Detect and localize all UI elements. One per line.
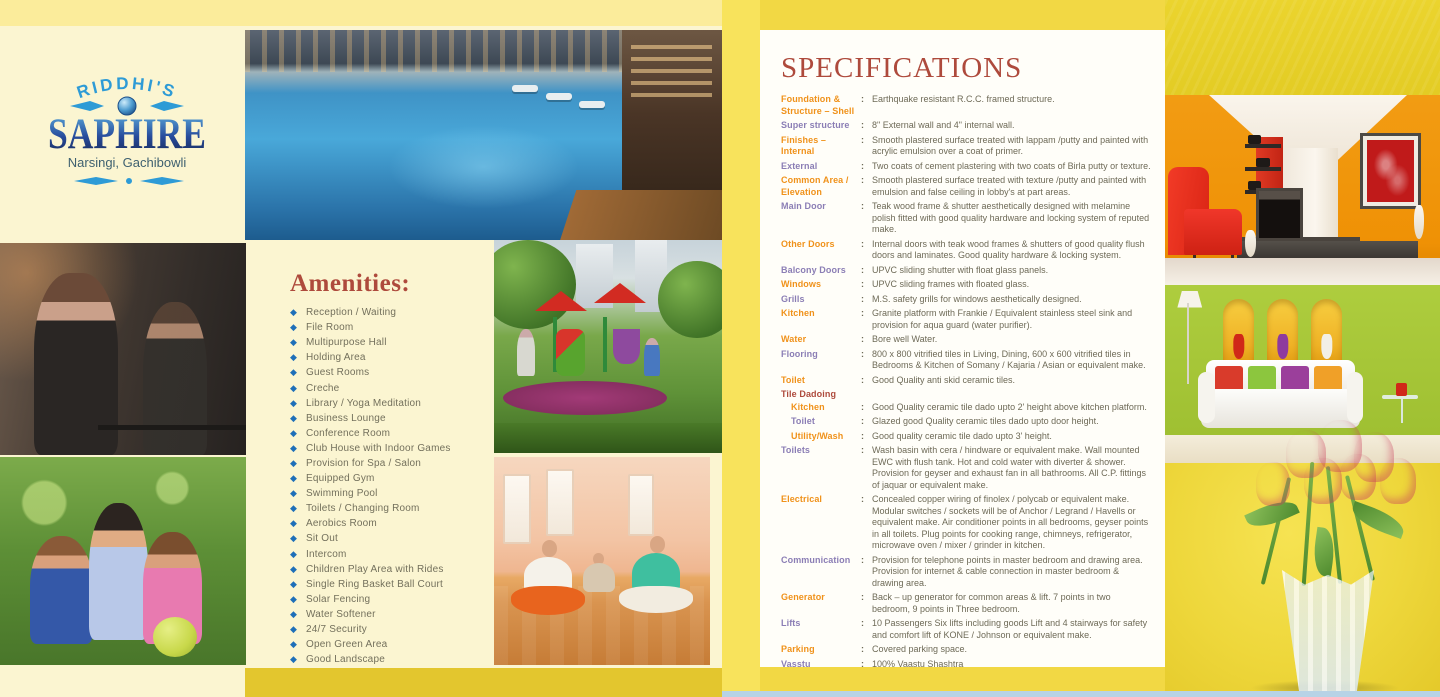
candle-niche — [1311, 299, 1343, 365]
fireplace-firebox — [1256, 188, 1303, 241]
spec-colon: : — [861, 264, 864, 275]
spec-text: 8" External wall and 4" internal wall. — [872, 120, 1015, 130]
amenity-label: Solar Fencing — [306, 593, 371, 605]
bottom-dot-ornament-icon — [126, 178, 132, 184]
diamond-bullet-icon: ◆ — [290, 397, 297, 408]
spec-text: Earthquake resistant R.C.C. framed structure. — [872, 94, 1055, 104]
amenity-label: Aerobics Room — [306, 518, 377, 530]
brand-name-text: SAPHIRE — [48, 111, 206, 158]
yogi-background-figure — [583, 563, 615, 592]
tulip-bouquet — [1222, 418, 1432, 697]
amenity-label: File Room — [306, 322, 354, 334]
amenity-label: Provision for Spa / Salon — [306, 457, 422, 469]
spec-text: Provision for telephone points in master bedroom and drawing area. Provision for internet & cable connection in master bedroom & drawing area. — [872, 554, 1143, 588]
spec-colon: : — [861, 618, 864, 628]
amenities-section — [290, 270, 505, 667]
amenity-label: Swimming Pool — [306, 488, 378, 500]
right-page — [722, 0, 1440, 697]
spec-text: Two coats of cement plastering with two coats of Birla putty or texture. — [872, 160, 1151, 171]
amenity-item — [290, 335, 505, 350]
child-figure — [89, 503, 148, 640]
spec-row — [781, 494, 1151, 552]
spec-colon: : — [861, 279, 864, 289]
diamond-bullet-icon: ◆ — [290, 382, 297, 393]
play-structure-roof — [535, 291, 587, 311]
spec-label: Utility/Wash — [791, 430, 844, 441]
amenity-label: Library / Yoga Meditation — [306, 397, 422, 409]
glass-vase — [1280, 570, 1376, 692]
amenity-item — [290, 396, 505, 411]
bottom-right-ornament-icon — [140, 177, 184, 185]
spec-text: 800 x 800 vitrified tiles in Living, Dining, 600 x 600 vitrified tiles in Bedrooms & Kitchen of Somany / Kajaria / Asian or equivalent make. — [872, 348, 1146, 370]
bottom-left-ornament-icon — [74, 177, 118, 185]
yoga-room-photo — [494, 457, 710, 665]
diamond-bullet-icon: ◆ — [290, 473, 297, 484]
play-structure-post — [603, 317, 607, 372]
right-diamond-ornament-icon — [150, 101, 184, 111]
orange-living-room — [1165, 95, 1440, 285]
amenity-item — [290, 441, 505, 456]
spec-colon — [861, 389, 872, 401]
diamond-bullet-icon: ◆ — [290, 608, 297, 619]
treadmill-rail — [98, 425, 246, 430]
amenity-item — [290, 350, 505, 365]
spec-colon: : — [861, 348, 864, 359]
spec-colon: : — [861, 201, 864, 211]
spec-row — [781, 416, 1151, 428]
amenity-label: Water Softener — [306, 608, 376, 620]
brand-tagline-text: Narsingi, Gachibowli — [67, 155, 187, 170]
wall-shelf — [1245, 167, 1281, 171]
spec-text: Concealed copper wiring of finolex / polycab or equivalent make. Modular switches / sockets will be of Anchor / Legrand / Havells or equivalent make. Air conditioner points in all bedrooms, geyser points in all toilets. Plug points for cooking range, chimneys, refrigerator, microwave oven / mixer / grinder in kitchen. — [872, 494, 1149, 550]
amenity-label: Good Landscape — [306, 654, 385, 666]
spec-colon: : — [861, 94, 864, 104]
diamond-bullet-icon: ◆ — [290, 442, 297, 453]
spec-text: Internal doors with teak wood frames & shutters of good quality flush doors and laminates. Good quality hardware & locking system. — [872, 238, 1145, 260]
spec-row — [781, 94, 1151, 117]
spec-label: Toilet — [781, 374, 805, 385]
spec-label: Vasstu — [781, 658, 811, 669]
specifications-panel — [760, 30, 1165, 667]
spec-label: Other Doors — [781, 238, 835, 249]
diamond-bullet-icon: ◆ — [290, 578, 297, 589]
spec-colon: : — [861, 658, 864, 669]
spec-row — [781, 389, 1151, 401]
fireplace-hearth — [1237, 241, 1419, 258]
brand-logo — [32, 75, 222, 200]
playground-photo — [494, 240, 722, 453]
amenity-label: Creche — [306, 382, 340, 394]
spec-row — [781, 308, 1151, 331]
spec-colon: : — [861, 430, 864, 441]
spec-row — [781, 294, 1151, 306]
pool-lounger — [579, 101, 605, 108]
amenity-label: Reception / Waiting — [306, 307, 397, 319]
spec-colon: : — [861, 120, 864, 130]
red-art-frame — [1360, 133, 1421, 209]
tulip-flower — [1340, 454, 1376, 500]
spec-text: Wash basin with cera / hindware or equivalent make. Wall mounted EWC with flush tank. Hot and cold water with diverter & shower. Provision for geyser and exhaust fan in all bathrooms. All C.P. fittings of jaquar or equivalent make. — [872, 445, 1146, 490]
spec-colon: : — [861, 238, 864, 249]
spec-label: Generator — [781, 592, 825, 602]
spec-text: Bore well Water. — [872, 334, 938, 344]
art-canvas — [1367, 140, 1414, 202]
spec-row — [781, 120, 1151, 132]
diamond-bullet-icon: ◆ — [290, 593, 297, 604]
spec-row — [781, 161, 1151, 173]
diamond-bullet-icon: ◆ — [290, 533, 297, 544]
playground-tree — [658, 261, 722, 338]
spec-text: 100% Vaastu Shashtra — [872, 658, 964, 669]
amenity-item — [290, 562, 505, 577]
amenity-label: 24/7 Security — [306, 624, 367, 636]
spec-colon: : — [861, 592, 864, 602]
amenity-item — [290, 607, 505, 622]
spec-colon: : — [861, 554, 864, 565]
amenity-item — [290, 486, 505, 501]
amenity-label: Sit Out — [306, 533, 338, 545]
pool-lounger — [512, 85, 538, 92]
amenity-item — [290, 547, 505, 562]
amenity-label: Open Green Area — [306, 639, 388, 651]
green-wall — [1165, 285, 1440, 435]
red-armchair-seat — [1184, 209, 1242, 255]
play-structure-roof — [594, 283, 646, 303]
spec-text: UPVC sliding frames with floated glass. — [872, 279, 1030, 289]
spec-text: Good quality ceramic tile dado upto 3' height. — [872, 430, 1052, 441]
amenity-item — [290, 592, 505, 607]
yogi-head — [542, 540, 557, 557]
spec-label: Super structure — [781, 120, 850, 130]
playground-person — [517, 329, 535, 376]
spec-row — [781, 135, 1151, 158]
spec-row — [781, 659, 1151, 671]
child-figure — [30, 536, 94, 644]
diamond-bullet-icon: ◆ — [290, 367, 297, 378]
white-vase — [1245, 230, 1256, 257]
amenities-list — [290, 305, 505, 667]
children-playing-photo — [0, 457, 246, 665]
spec-label: Common Area / Elevation — [781, 175, 849, 197]
spec-row — [781, 201, 1151, 236]
white-vase — [1414, 205, 1424, 239]
amenity-label: Guest Rooms — [306, 367, 370, 379]
amenity-label: Club House with Indoor Games — [306, 442, 451, 454]
diamond-bullet-icon: ◆ — [290, 322, 297, 333]
specifications-title: SPECIFICATIONS — [781, 52, 1023, 84]
brand-top-text: RIDDHI'S — [74, 75, 180, 103]
spec-row — [781, 349, 1151, 372]
brand-logo-svg — [32, 75, 222, 200]
diamond-bullet-icon: ◆ — [290, 307, 297, 318]
spec-text: Good Quality ceramic tile dado upto 2' height above kitchen platform. — [872, 401, 1147, 412]
spec-label: Communication — [781, 554, 851, 565]
diamond-bullet-icon: ◆ — [290, 488, 297, 499]
spec-row — [781, 334, 1151, 346]
yoga-window — [503, 474, 531, 545]
purple-slide — [613, 329, 640, 363]
spec-colon: : — [861, 308, 864, 318]
yogi-orange-pants — [511, 586, 584, 615]
specifications-list — [781, 94, 1151, 670]
spec-label: Parking — [781, 644, 815, 654]
amenity-label: Holding Area — [306, 352, 366, 364]
diamond-bullet-icon: ◆ — [290, 457, 297, 468]
spec-label: Windows — [781, 279, 822, 289]
spec-label: Balcony Doors — [781, 264, 846, 275]
diamond-bullet-icon: ◆ — [290, 427, 297, 438]
spec-label: Flooring — [781, 348, 818, 359]
spec-text: UPVC sliding shutter with float glass panels. — [872, 264, 1049, 275]
tulip-flower — [1256, 462, 1290, 506]
spec-row — [781, 618, 1151, 641]
spec-label: External — [781, 160, 818, 171]
playground-soft-ground — [503, 381, 667, 415]
spec-text: Back – up generator for common areas & lift. 7 points in two bedroom, 9 points in Three bedroom. — [872, 592, 1111, 614]
spec-label: Water — [781, 334, 807, 344]
spec-label: Toilets — [781, 445, 811, 455]
candle-niche — [1267, 299, 1299, 365]
spec-label: Main Door — [781, 201, 826, 211]
top-band — [0, 0, 722, 26]
diamond-bullet-icon: ◆ — [290, 639, 297, 650]
spec-text: Covered parking space. — [872, 644, 968, 654]
diamond-bullet-icon: ◆ — [290, 548, 297, 559]
spec-text: Teak wood frame & shutter aesthetically designed with melamine polish fitted with good quality hardware and locking system of reputed make. — [872, 201, 1150, 234]
spec-colon: : — [861, 293, 864, 304]
spec-label: Grills — [781, 293, 805, 304]
spec-row — [781, 644, 1151, 656]
spec-text: Granite platform with Frankie / Equivalent stainless steel sink and provision for aqua guard (water purifier). — [872, 308, 1133, 330]
diamond-bullet-icon: ◆ — [290, 337, 297, 348]
spec-colon: : — [861, 374, 864, 385]
niche-vase-red — [1233, 334, 1244, 359]
amenity-label: Multipurpose Hall — [306, 337, 387, 349]
spec-row — [781, 265, 1151, 277]
amenity-label: Equipped Gym — [306, 473, 375, 485]
spec-text: M.S. safety grills for windows aesthetically designed. — [872, 293, 1082, 304]
amenity-label: Single Ring Basket Ball Court — [306, 578, 443, 590]
niche-vase-white — [1321, 334, 1332, 359]
spec-text — [872, 389, 1151, 401]
spec-text: 10 Passengers Six lifts including goods Lift and 4 stairways for safety and comfort lift of KONE / Johnson or equivalent make. — [872, 618, 1148, 640]
page-bottom-edge — [722, 691, 1440, 697]
amenity-item — [290, 577, 505, 592]
amenity-label: Business Lounge — [306, 412, 386, 424]
spec-colon: : — [861, 334, 864, 344]
tulip-flower — [1304, 458, 1342, 504]
side-table-decor — [1396, 383, 1407, 397]
left-diamond-ornament-icon — [70, 101, 104, 111]
amenity-item — [290, 471, 505, 486]
shelf-decor — [1248, 135, 1262, 145]
diamond-bullet-icon: ◆ — [290, 624, 297, 635]
amenity-item — [290, 622, 505, 637]
diamond-bullet-icon: ◆ — [290, 518, 297, 529]
candle-niche — [1223, 299, 1255, 365]
spec-text: Glazed good Quality ceramic tiles dado upto door height. — [872, 416, 1099, 426]
tulip-flower — [1380, 458, 1416, 504]
amenity-label: Toilets / Changing Room — [306, 503, 420, 515]
amenity-item — [290, 501, 505, 516]
niche-vase-purple — [1277, 334, 1288, 359]
yoga-window — [628, 474, 654, 536]
yogi-white-pants — [619, 586, 692, 613]
amenity-item — [290, 426, 505, 441]
spec-row — [781, 279, 1151, 291]
pool-clubhouse-lights — [631, 43, 712, 98]
spec-row — [781, 375, 1151, 387]
spec-label: Toilet — [791, 416, 815, 426]
spec-row — [781, 175, 1151, 198]
spec-label: Electrical — [781, 494, 823, 504]
amenity-item — [290, 365, 505, 380]
bottom-gold-band — [245, 668, 722, 697]
floor-lamp-shade — [1177, 291, 1202, 308]
spec-label: Lifts — [781, 618, 801, 628]
amenity-item — [290, 456, 505, 471]
shelf-decor — [1256, 158, 1270, 168]
gym-photo — [0, 243, 246, 455]
page-gutter — [722, 0, 760, 697]
play-ball — [153, 617, 197, 657]
spec-label: Finishes – Internal — [781, 134, 827, 156]
amenity-item — [290, 637, 505, 652]
amenity-item — [290, 320, 505, 335]
art-mat — [1363, 136, 1418, 206]
diamond-bullet-icon: ◆ — [290, 563, 297, 574]
spec-colon: : — [861, 160, 864, 171]
spec-label: Tile Dadoing — [781, 389, 837, 399]
amenity-label: Conference Room — [306, 427, 391, 439]
spec-row — [781, 445, 1151, 491]
wall-shelf — [1245, 144, 1281, 148]
yellow-textured-wall — [1165, 0, 1440, 95]
amenities-title: Amenities: — [290, 270, 411, 297]
amenity-item — [290, 652, 505, 667]
swimming-pool-photo — [245, 30, 722, 240]
spec-colon: : — [861, 401, 864, 412]
spec-colon: : — [861, 175, 864, 185]
spec-colon: : — [861, 644, 864, 654]
spec-text: Smooth plastered surface treated with texture /putty and painted with emulsion and false ceiling in lobby's at part areas. — [872, 175, 1147, 197]
spec-row — [781, 402, 1151, 414]
playground-person — [644, 338, 660, 376]
gym-runner-male — [143, 302, 207, 455]
green-slide — [556, 329, 586, 376]
spec-text: Smooth plastered surface treated with lappam /putty and painted with acrylic emulsion over a coat of primer. — [872, 134, 1149, 156]
spec-label: Kitchen — [791, 401, 825, 412]
spec-label: Kitchen — [781, 308, 815, 318]
spec-label: Foundation & Structure – Shell — [781, 94, 855, 116]
interior-photo — [1165, 0, 1440, 463]
sofa-arm — [1347, 372, 1364, 423]
playground-foreground-plants — [494, 423, 722, 453]
pool-water-glow — [388, 125, 579, 209]
amenity-label: Children Play Area with Rides — [306, 563, 444, 575]
diamond-bullet-icon: ◆ — [290, 654, 297, 665]
yogi-head — [650, 536, 665, 553]
spec-colon: : — [861, 445, 864, 455]
pool-wooden-deck — [560, 190, 722, 240]
spec-row — [781, 431, 1151, 443]
amenity-item — [290, 380, 505, 395]
spec-row — [781, 592, 1151, 615]
sofa-arm — [1198, 372, 1215, 423]
yoga-window — [546, 469, 574, 536]
amenity-label: Intercom — [306, 548, 347, 560]
pool-lounger — [546, 93, 572, 100]
amenity-item — [290, 531, 505, 546]
diamond-bullet-icon: ◆ — [290, 503, 297, 514]
spec-colon: : — [861, 134, 864, 145]
spec-text: Good Quality anti skid ceramic tiles. — [872, 374, 1016, 385]
playground-tree — [494, 240, 576, 329]
amenity-item — [290, 411, 505, 426]
spec-colon: : — [861, 416, 864, 426]
amenity-item — [290, 305, 505, 320]
amenity-item — [290, 516, 505, 531]
glossy-floor — [1165, 258, 1440, 285]
spec-colon: : — [861, 494, 864, 504]
diamond-bullet-icon: ◆ — [290, 412, 297, 423]
spec-row — [781, 555, 1151, 590]
floor-lamp-pole — [1187, 303, 1189, 384]
diamond-bullet-icon: ◆ — [290, 352, 297, 363]
spec-row — [781, 239, 1151, 262]
